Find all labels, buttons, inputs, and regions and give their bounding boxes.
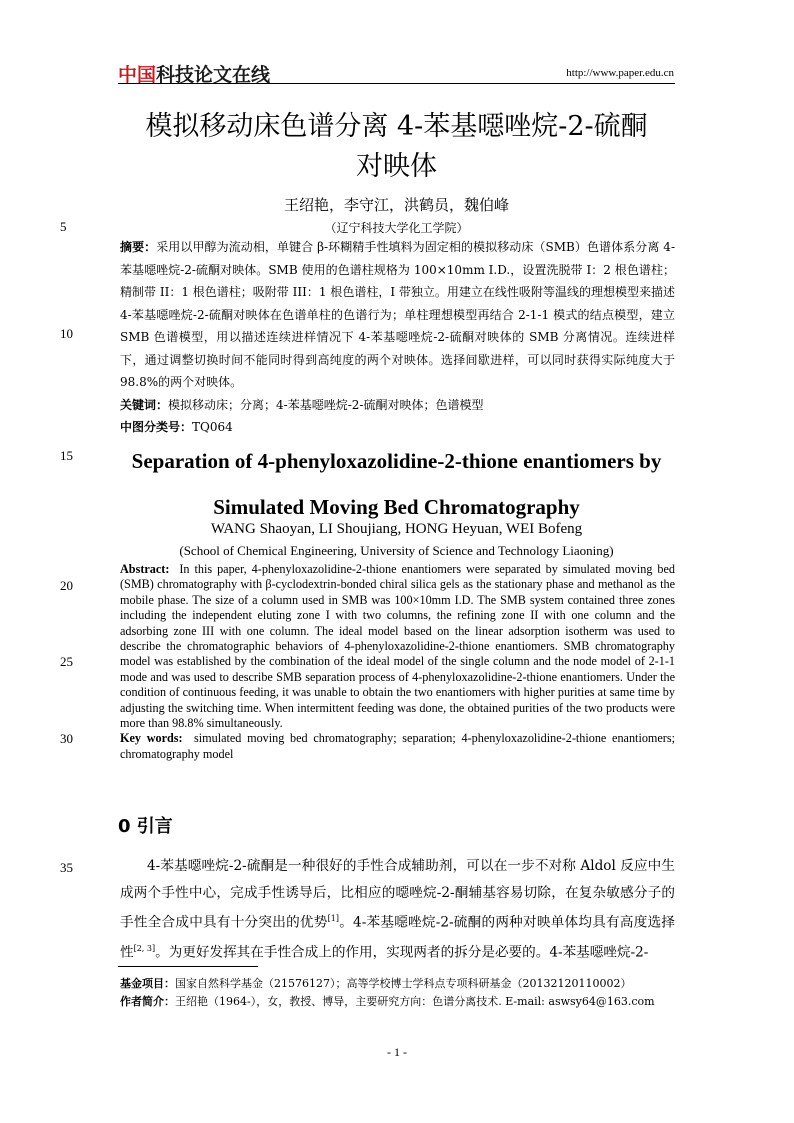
chinese-keywords xyxy=(120,394,675,417)
footnote-rule xyxy=(118,966,258,967)
english-keywords xyxy=(120,731,675,762)
introduction-paragraph xyxy=(120,853,675,966)
chinese-abstract-label: 摘要： xyxy=(120,240,157,254)
english-title-line2: Simulated Moving Bed Chromatography xyxy=(213,495,580,519)
chinese-abstract xyxy=(120,236,675,394)
chinese-class-label: 中图分类号： xyxy=(120,420,193,434)
english-abstract xyxy=(120,562,675,731)
header-rule xyxy=(118,83,675,84)
line-number: 15 xyxy=(60,448,73,463)
english-title-line1: Separation of 4-phenyloxazolidine-2-thione enantiomers by xyxy=(131,449,662,473)
chinese-title xyxy=(118,107,675,187)
intro-text-b: 。4-苯基噁唑烷-2-硫酮的两种对映单体均具有高度选择性 xyxy=(120,914,676,961)
chinese-class-text: TQ064 xyxy=(192,420,233,434)
english-title xyxy=(118,438,675,530)
line-number: 20 xyxy=(60,578,73,593)
chinese-authors: 王绍艳，李守江，洪鹤员，魏伯峰 xyxy=(283,196,509,214)
footnotes xyxy=(120,975,675,1011)
footnote-funding-label: 基金项目： xyxy=(120,977,175,990)
chinese-abstract-text: 采用以甲醇为流动相，单键合 β-环糊精手性填料为固定相的模拟移动床（SMB）色谱体系分离 4-苯基噁唑烷-2-硫酮对映体。SMB 使用的色谱柱规格为 100×10mm I.D.，设置洗脱带 I：2 根色谱柱；精制带 II：1 根色谱柱；吸附带 III：1 根色谱柱，I 带独立。用建立在线性吸附等温线的理想模型来描述 4-苯基噁唑烷-2-硫酮对映体在色谱单柱的色谱行为；单柱理想模型再结合 2-1-1 模式的结点模型，建立 SMB 色谱模型，用以描述连续进样情况下 4-苯基噁唑烷-2-硫酮对映体的 SMB 分离情况。连续进样下，通过调整切换时间不能同时得到高纯度的两个对映体。选择间歇进样，可以同时获得实际纯度大于 98.8%的两个对映体。 xyxy=(120,240,675,389)
chinese-keywords-text: 模拟移动床；分离；4-苯基噁唑烷-2-硫酮对映体；色谱模型 xyxy=(168,397,484,412)
english-keywords-label: Key words: xyxy=(120,731,183,746)
chinese-classification xyxy=(120,416,675,439)
section-heading-introduction: 0 引言 xyxy=(118,816,173,837)
footnote-funding xyxy=(120,975,675,993)
page-number: - 1 - xyxy=(387,1045,407,1059)
english-abstract-block xyxy=(120,562,675,762)
chinese-abstract-block xyxy=(120,236,675,439)
chinese-title-line2: 对映体 xyxy=(356,151,437,182)
line-number: 35 xyxy=(60,860,73,875)
english-authors: WANG Shaoyan, LI Shoujiang, HONG Heyuan, WEI Bofeng xyxy=(210,521,583,537)
footnote-author-label: 作者简介： xyxy=(120,995,175,1008)
chinese-affiliation: （辽宁科技大学化工学院） xyxy=(324,221,469,235)
english-abstract-text: In this paper, 4-phenyloxazolidine-2-thione enantiomers were separated by simulated moving bed (SMB) chromatography with β-cyclodextrin-bonded chiral silica gels as the stationary phase and methanol as the mobile phase. The size of a column used in SMB was 100×10mm I.D. The SMB system contained three zones including the independent eluting zone I with two columns, the refining zone II with one column and the adsorbing zone III with one column. The ideal model based on the linear adsorption isotherm was used to describe the chromatographic behaviors of 4-phenyloxazolidine-2-thione enantiomers. SMB chromatography model was established by the combination of the ideal model of the single column and the node model of 2-1-1 mode and was used to describe SMB separation process of 4-phenyloxazolidine-2-thione enantiomers. Under the condition of continuous feeding, it was unable to obtain the two enantiomers with higher purities at same time by adjusting the switching time. When intermittent feeding was done, the obtained purities of the two products were more than 98.8% simultaneously. xyxy=(120,562,676,731)
english-abstract-label: Abstract: xyxy=(120,562,170,576)
chinese-title-line1: 模拟移动床色谱分离 4-苯基噁唑烷-2-硫酮 xyxy=(145,111,648,142)
citation-ref1[interactable]: [1] xyxy=(327,914,339,923)
logo-part-red: 中国 xyxy=(118,64,157,86)
footnote-author xyxy=(120,993,675,1011)
line-number: 5 xyxy=(60,219,67,234)
logo-part-dark: 科技论文在线 xyxy=(156,64,271,86)
english-keywords-text: simulated moving bed chromatography; separation; 4-phenyloxazolidine-2-thione enantiomers; chromatography model xyxy=(120,731,675,761)
line-number: 30 xyxy=(60,731,73,746)
header-url[interactable]: http://www.paper.edu.cn xyxy=(566,67,674,79)
footnote-author-text: 王绍艳（1964-），女，教授、博导，主要研究方向：色谱分离技术. E-mail: aswsy64@163.com xyxy=(175,995,655,1008)
chinese-keywords-label: 关键词： xyxy=(120,397,169,412)
english-affiliation: (School of Chemical Engineering, University of Science and Technology Liaoning) xyxy=(179,543,614,558)
intro-text-c: 。为更好发挥其在手性合成上的作用，实现两者的拆分是必要的。4-苯基噁唑烷-2- xyxy=(155,944,649,961)
intro-text-a: 4-苯基噁唑烷-2-硫酮是一种很好的手性合成辅助剂，可以在一步不对称 Aldol 反应中生成两个手性中心，完成手性诱导后，比相应的噁唑烷-2-酮辅基容易切除，在复杂敏感分子的手性全合成中具有十分突出的优势 xyxy=(120,858,675,931)
line-number: 10 xyxy=(60,326,73,341)
citation-ref2[interactable]: [2, 3] xyxy=(133,944,156,954)
footnote-funding-text: 国家自然科学基金（21576127）；高等学校博士学科点专项科研基金（20132120110002） xyxy=(175,977,632,990)
line-number: 25 xyxy=(60,654,73,669)
